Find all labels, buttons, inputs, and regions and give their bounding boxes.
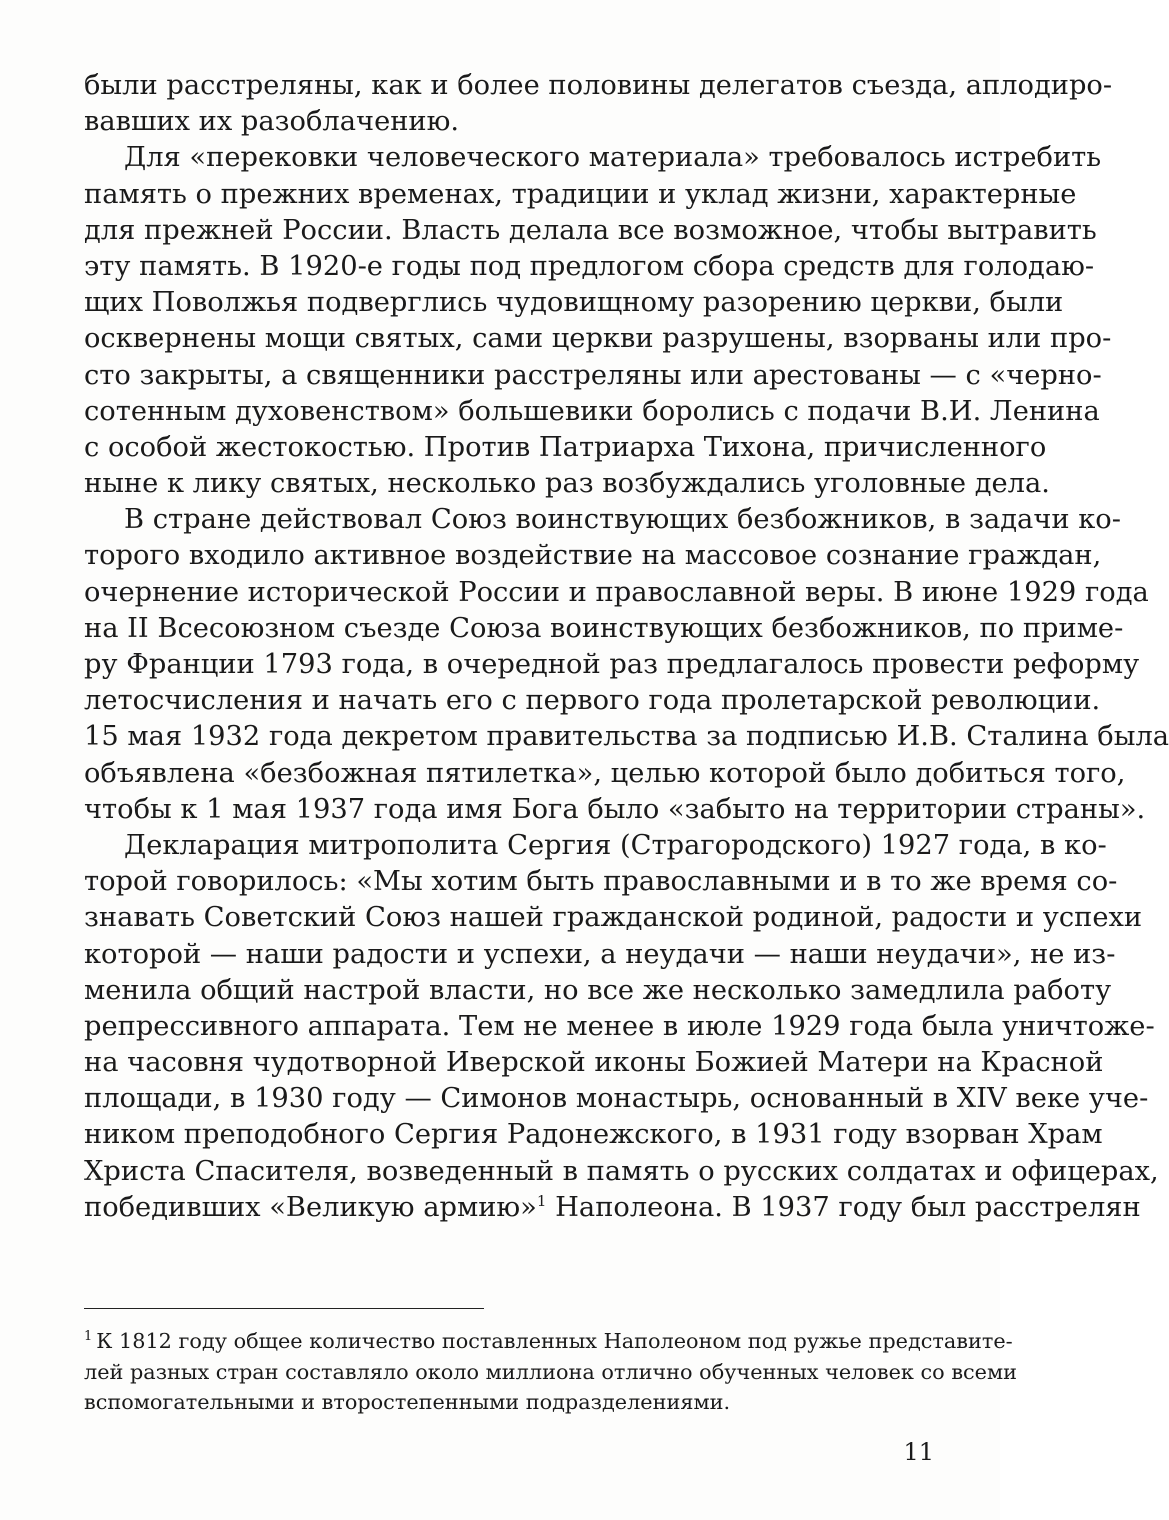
- text-line: репрессивного аппарата. Тем не менее в июле 1929 года была уничтоже-: [84, 1010, 1155, 1042]
- text-line: осквернены мощи святых, сами церкви разрушены, взорваны или про-: [84, 323, 1112, 355]
- main-text: [84, 68, 1169, 1226]
- text-line: менила общий настрой власти, но все же несколько замедлила работу: [84, 974, 1112, 1006]
- text-line: площади, в 1930 году — Симонов монастырь, основанный в XIV веке уче-: [84, 1083, 1149, 1115]
- paragraph-4: [84, 828, 1159, 1226]
- text-line: на II Всесоюзном съезде Союза воинствующих безбожников, по приме-: [84, 612, 1124, 644]
- text-line: щих Поволжья подверглись чудовищному разорению церкви, были: [84, 287, 1064, 319]
- text-line: Для «перековки человеческого материала» требовалось истребить: [124, 142, 1102, 174]
- footnote-text: К 1812 году общее количество поставленных Наполеоном под ружье представите-: [96, 1329, 1013, 1353]
- footnote-marker: 1: [84, 1329, 93, 1345]
- paragraph-3: [84, 502, 1169, 828]
- text-segment: Наполеона. В 1937 году был расстрелян: [546, 1191, 1141, 1223]
- paragraph-2: [84, 140, 1112, 502]
- text-line: В стране действовал Союз воинствующих безбожников, в задачи ко-: [124, 504, 1121, 536]
- text-line: ру Франции 1793 года, в очередной раз предлагалось провести реформу: [84, 649, 1140, 680]
- text-line: вавших их разоблачению.: [84, 106, 460, 138]
- text-line: ныне к лику святых, несколько раз возбуждались уголовные дела.: [84, 468, 1050, 500]
- text-line: чтобы к 1 мая 1937 года имя Бога было «забыто на территории страны».: [84, 793, 1146, 825]
- footnote: [84, 1326, 1018, 1418]
- text-line: знавать Советский Союз нашей гражданской родиной, радости и успехи: [84, 902, 1143, 934]
- text-segment: победивших «Великую армию»: [84, 1191, 537, 1223]
- footnote-line: вспомогательными и второстепенными подразделениями.: [84, 1390, 731, 1414]
- text-line: 15 мая 1932 года декретом правительства за подписью И.В. Сталина была: [84, 721, 1169, 753]
- text-line: память о прежних временах, традиции и уклад жизни, характерные: [84, 178, 1077, 210]
- text-line: летосчисления и начать его с первого года пролетарской революции.: [84, 685, 1101, 717]
- text-line: объявлена «безбожная пятилетка», целью которой было добиться того,: [84, 757, 1126, 789]
- text-line: сто закрыты, а священники расстреляны или арестованы — с «черно-: [84, 359, 1102, 391]
- text-line: для прежней России. Власть делала все возможное, чтобы вытравить: [84, 214, 1097, 246]
- text-line: которой — наши радости и успехи, а неудачи — наши неудачи», не из-: [84, 938, 1116, 970]
- text-line: эту память. В 1920-е годы под предлогом сбора средств для голодаю-: [84, 250, 1095, 282]
- text-line: были расстреляны, как и более половины делегатов съезда, аплодиро-: [84, 70, 1113, 101]
- text-line: Христа Спасителя, возведенный в память о русских солдатах и офицерах,: [84, 1155, 1159, 1187]
- paragraph-1: [84, 68, 1113, 140]
- footnote-line: [84, 1326, 1013, 1357]
- text-line: Декларация митрополита Сергия (Страгородского) 1927 года, в ко-: [124, 829, 1107, 861]
- text-line: очернение исторической России и православной веры. В июне 1929 года: [84, 576, 1149, 608]
- text-line: сотенным духовенством» большевики боролись с подачи В.И. Ленина: [84, 395, 1100, 427]
- text-line: торой говорилось: «Мы хотим быть православными и в то же время со-: [84, 866, 1118, 898]
- text-line-with-footnote-ref: [84, 1190, 1141, 1226]
- footnote-reference[interactable]: 1: [536, 1191, 547, 1210]
- footnote-divider: [84, 1308, 484, 1309]
- text-line: торого входило активное воздействие на массовое сознание граждан,: [84, 540, 1102, 572]
- text-line: ником преподобного Сергия Радонежского, в 1931 году взорван Храм: [84, 1119, 1103, 1151]
- page-number: 11: [903, 1438, 934, 1466]
- text-line: с особой жестокостью. Против Патриарха Тихона, причисленного: [84, 431, 1047, 463]
- footnote-line: лей разных стран составляло около миллиона отлично обученных человек со всеми: [84, 1359, 1018, 1384]
- text-line: на часовня чудотворной Иверской иконы Божией Матери на Красной: [84, 1047, 1104, 1079]
